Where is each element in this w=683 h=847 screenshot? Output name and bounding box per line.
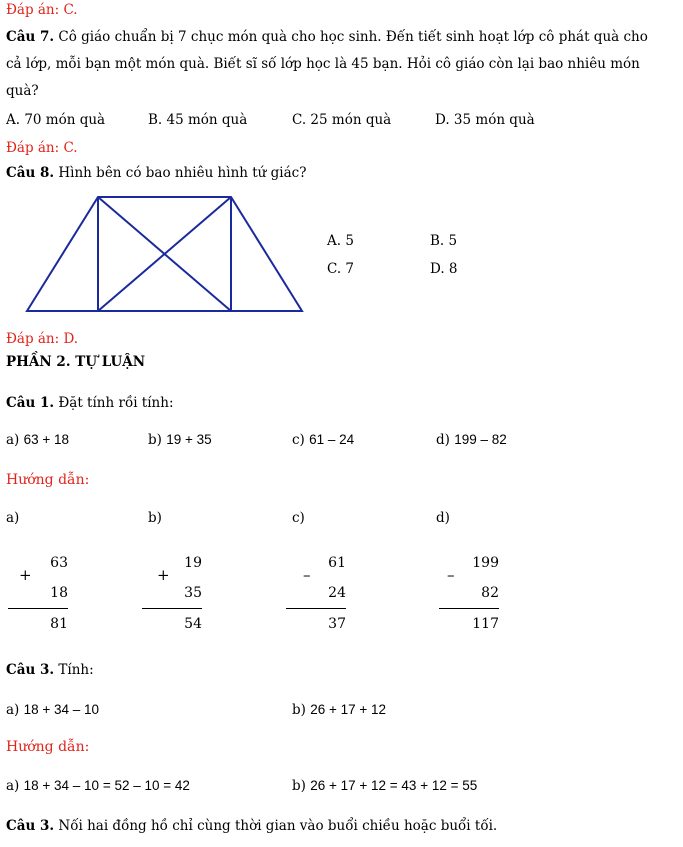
question-7-label: Câu 7. bbox=[6, 29, 55, 45]
q1-item-b-prefix: b) bbox=[148, 432, 162, 448]
q1-item-d bbox=[436, 432, 507, 448]
solution-b-prefix: b) bbox=[292, 778, 306, 794]
calc-label-c: c) bbox=[292, 510, 305, 526]
calc-a-result: 81 bbox=[8, 608, 68, 639]
question-3-clocks-label: Câu 3. bbox=[6, 818, 55, 834]
q1-item-d-prefix: d) bbox=[436, 432, 450, 448]
calc-d-top: 199 bbox=[472, 555, 499, 571]
q1-item-c-expr: 61 – 24 bbox=[309, 432, 355, 447]
q7-option-a: A. 70 món quà bbox=[6, 112, 106, 128]
q1-item-b bbox=[148, 432, 212, 448]
q3-item-a-expr: 18 + 34 – 10 bbox=[23, 702, 100, 717]
calc-b-bottom: 35 bbox=[184, 585, 202, 601]
column-calc-d bbox=[439, 548, 499, 639]
q3-item-b bbox=[292, 702, 386, 718]
guide-heading-2: Hướng dẫn: bbox=[6, 739, 90, 755]
question-3 bbox=[6, 662, 94, 678]
q8-option-c: C. 7 bbox=[327, 261, 355, 277]
question-3-clocks bbox=[6, 818, 497, 834]
q3-item-b-prefix: b) bbox=[292, 702, 306, 718]
calc-a-top: 63 bbox=[50, 555, 68, 571]
q7-option-d: D. 35 món quà bbox=[435, 112, 535, 128]
part-2-heading: PHẦN 2. TỰ LUẬN bbox=[6, 354, 146, 370]
calc-c-operator: – bbox=[303, 566, 311, 584]
calc-d-operator: – bbox=[447, 566, 455, 584]
calc-c-bottom: 24 bbox=[328, 585, 346, 601]
q1-item-a-expr: 63 + 18 bbox=[23, 432, 70, 447]
calc-label-b: b) bbox=[148, 510, 162, 526]
question-8-text: Hình bên có bao nhiêu hình tứ giác? bbox=[54, 165, 307, 181]
solution-a bbox=[6, 778, 190, 794]
question-1-label: Câu 1. bbox=[6, 395, 55, 411]
question-1-text: Đặt tính rồi tính: bbox=[54, 395, 174, 411]
calc-b-result: 54 bbox=[142, 608, 202, 639]
q1-item-b-expr: 19 + 35 bbox=[166, 432, 212, 447]
q3-item-a-prefix: a) bbox=[6, 702, 20, 718]
answer-c-1: Đáp án: C. bbox=[6, 2, 78, 18]
q7-option-b: B. 45 món quà bbox=[148, 112, 248, 128]
calc-d-bottom: 82 bbox=[481, 585, 499, 601]
q8-option-d: D. 8 bbox=[430, 261, 458, 277]
calc-a-bottom: 18 bbox=[50, 585, 68, 601]
question-3-label: Câu 3. bbox=[6, 662, 55, 678]
guide-heading-1: Hướng dẫn: bbox=[6, 472, 90, 488]
solution-a-expr: 18 + 34 – 10 = 52 – 10 = 42 bbox=[23, 778, 190, 793]
q1-item-c bbox=[292, 432, 354, 448]
q1-item-a bbox=[6, 432, 69, 448]
column-calc-a bbox=[8, 548, 68, 639]
question-3-clocks-text: Nối hai đồng hồ chỉ cùng thời gian vào buổi chiều hoặc buổi tối. bbox=[54, 818, 498, 834]
calc-d-result: 117 bbox=[439, 608, 499, 639]
q3-item-b-expr: 26 + 17 + 12 bbox=[310, 702, 387, 717]
column-calc-b bbox=[142, 548, 202, 639]
q1-item-c-prefix: c) bbox=[292, 432, 305, 448]
solution-b-expr: 26 + 17 + 12 = 43 + 12 = 55 bbox=[310, 778, 478, 793]
calc-b-operator: + bbox=[157, 566, 170, 584]
q7-option-c: C. 25 món quà bbox=[292, 112, 392, 128]
calc-label-a: a) bbox=[6, 510, 20, 526]
question-7-text: Cô giáo chuẩn bị 7 chục món quà cho học sinh. Đến tiết sinh hoạt lớp cô phát quà cho cả lớp, mỗi bạn một món quà. Biết sĩ số lớp học là 45 bạn. Hỏi cô giáo còn lại bao nhiêu món quà? bbox=[6, 29, 648, 99]
solution-a-prefix: a) bbox=[6, 778, 20, 794]
answer-d: Đáp án: D. bbox=[6, 331, 79, 347]
question-3-text: Tính: bbox=[54, 662, 94, 678]
q1-item-d-expr: 199 – 82 bbox=[454, 432, 507, 447]
q8-option-a: A. 5 bbox=[327, 233, 354, 249]
q1-item-a-prefix: a) bbox=[6, 432, 20, 448]
calc-b-top: 19 bbox=[184, 555, 202, 571]
solution-b bbox=[292, 778, 477, 794]
q8-option-b: B. 5 bbox=[430, 233, 458, 249]
column-calc-c bbox=[286, 548, 346, 639]
q3-item-a bbox=[6, 702, 99, 718]
answer-c-2: Đáp án: C. bbox=[6, 140, 78, 156]
calc-c-top: 61 bbox=[328, 555, 346, 571]
calc-label-d: d) bbox=[436, 510, 450, 526]
calc-c-result: 37 bbox=[286, 608, 346, 639]
question-8-label: Câu 8. bbox=[6, 165, 55, 181]
question-1 bbox=[6, 395, 174, 411]
calc-a-operator: + bbox=[19, 566, 32, 584]
